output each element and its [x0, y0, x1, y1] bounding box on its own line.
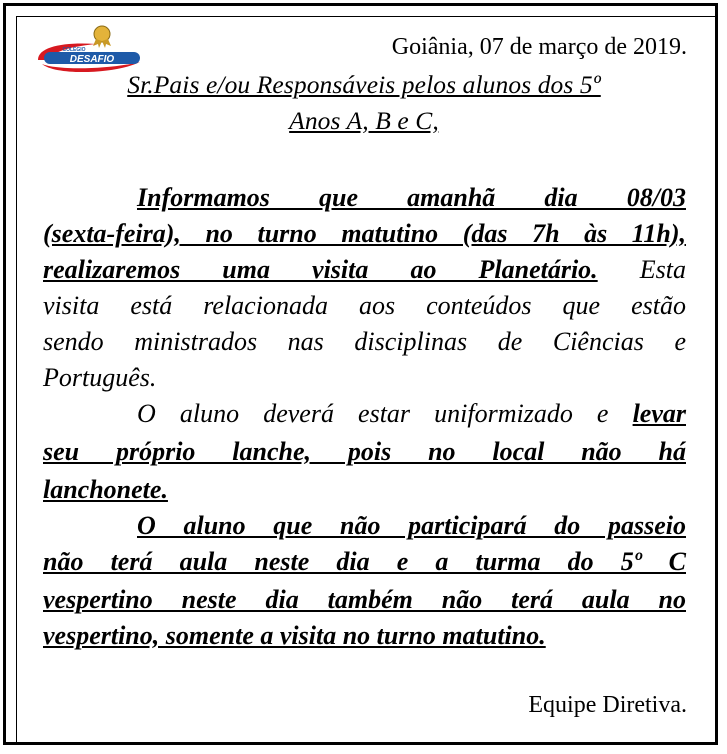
paragraph-1-line-4: visita está relacionada aos conteúdos que estão — [43, 291, 686, 320]
paragraph-1-line-6: Português. — [43, 363, 157, 392]
colegio-desafio-logo — [36, 24, 146, 76]
paragraph-1-line-3 — [43, 254, 686, 286]
paragraph-2-line-3: lanchonete. — [43, 475, 168, 504]
planetarium-visit-text: realizaremos uma visita ao Planetário. — [43, 255, 598, 284]
paragraph-2-line-1 — [137, 398, 686, 430]
paragraph-1-line-1: Informamos que amanhã dia 08/03 — [137, 183, 686, 212]
logo-graphic — [36, 24, 146, 76]
signature: Equipe Diretiva. — [528, 692, 687, 718]
uniform-instruction-text: O aluno deverá estar uniformizado e — [137, 399, 633, 428]
paragraph-3-line-2: não terá aula neste dia e a turma do 5º C — [43, 547, 686, 576]
paragraph-3-line-3: vespertino neste dia também não terá aula no — [43, 585, 686, 614]
paragraph-2-line-2: seu próprio lanche, pois no local não há — [43, 437, 686, 466]
svg-text:DESAFIO: DESAFIO — [69, 54, 115, 65]
addressee-heading-line-1: Sr.Pais e/ou Responsáveis pelos alunos dos 5º — [127, 70, 601, 99]
document-date: Goiânia, 07 de março de 2019. — [391, 34, 687, 60]
svg-text:COLÉGIO: COLÉGIO — [62, 47, 86, 53]
addressee-heading-line-2: Anos A, B e C, — [289, 106, 439, 135]
bring-lunch-text: levar — [632, 399, 686, 428]
paragraph-1-line-5: sendo ministrados nas disciplinas de Ciências e — [43, 327, 686, 356]
paragraph-3-line-4: vespertino, somente a visita no turno matutino. — [43, 621, 546, 650]
paragraph-1-line-2: (sexta-feira), no turno matutino (das 7h às 11h), — [43, 219, 686, 248]
paragraph-1-line-3-rest: Esta — [597, 255, 686, 284]
paragraph-3-line-1: O aluno que não participará do passeio — [137, 511, 686, 540]
